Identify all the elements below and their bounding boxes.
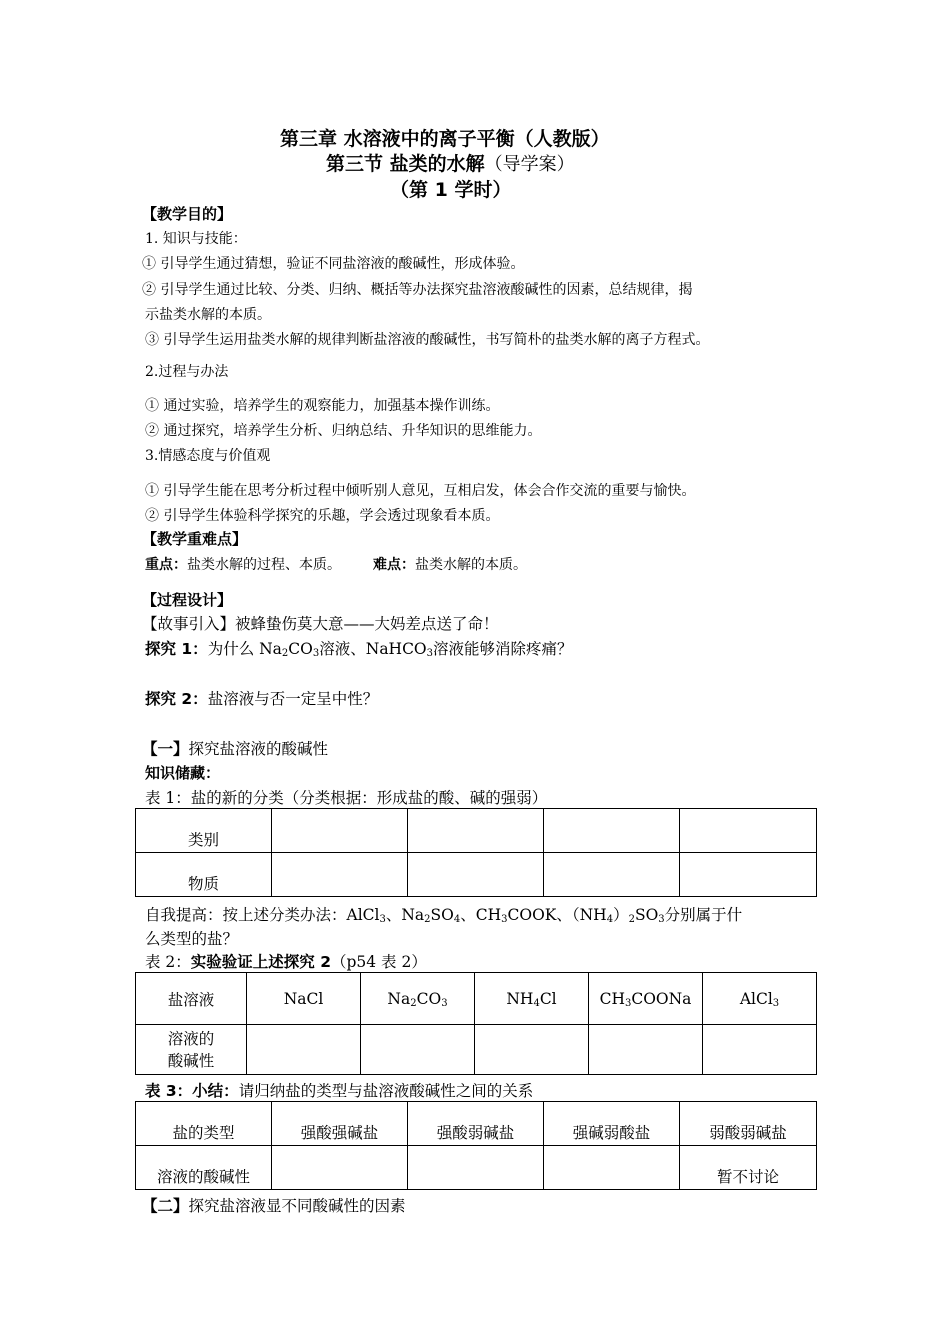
key-label: 重点： <box>145 557 187 573</box>
knowledge-item-2: ② 引导学生通过比较、分类、归纳、概括等办法探究盐溶液酸碱性的因素，总结规律，揭 <box>142 282 693 298</box>
key-text: 盐类水解的过程、本质。 <box>187 557 341 573</box>
table-1-category-label: 类别 <box>136 809 272 853</box>
improve-g: SO <box>634 906 659 924</box>
table-1-row-substance <box>136 853 817 897</box>
salt-alcl3 <box>703 973 817 1025</box>
emotion-heading: 3.情感态度与价值观 <box>145 448 271 464</box>
knowledge-heading: 1. 知识与技能： <box>145 231 247 247</box>
table-1 <box>135 808 817 897</box>
emotion-item-1: ① 引导学生能在思考分析过程中倾听别人意见，互相启发，体会合作交流的重要与愉快。 <box>145 483 696 499</box>
salt-type-strong-base-weak-acid: 强碱弱酸盐 <box>544 1102 680 1146</box>
ch3coona-b: COONa <box>631 989 692 1008</box>
title-line-2-light: （导学案） <box>484 154 575 175</box>
table-1-row-category <box>136 809 817 853</box>
improve-e: COOK、（NH <box>507 906 607 924</box>
process-design-heading: 【过程设计】 <box>142 591 233 609</box>
key-points-heading: 【教学重难点】 <box>142 530 248 548</box>
inquiry-1-text-a: 为什么 Na <box>207 640 282 658</box>
improve-s1: 3 <box>379 914 386 925</box>
table-2 <box>135 972 817 1075</box>
salt-type-strong-acid-weak-base: 强酸弱碱盐 <box>408 1102 544 1146</box>
improve-f: ） <box>613 906 629 924</box>
inquiry-1-sub-3: 3 <box>426 648 434 659</box>
table-1-cell[interactable] <box>408 853 544 897</box>
key-points-line <box>145 554 527 574</box>
nh4cl-b: Cl <box>539 989 557 1008</box>
section-1-heading <box>142 737 328 759</box>
table-1-cell[interactable] <box>272 853 408 897</box>
table-2-cell[interactable] <box>247 1025 361 1075</box>
title-line-2 <box>326 149 575 176</box>
alcl3-a: AlCl <box>739 989 773 1008</box>
table-1-cell[interactable] <box>544 853 680 897</box>
table-3-type-label: 盐的类型 <box>136 1102 272 1146</box>
inquiry-1-text-c: 溶液、NaHCO <box>319 640 427 658</box>
table-1-substance-label: 物质 <box>136 853 272 897</box>
inquiry-1 <box>145 637 573 659</box>
table-1-cell[interactable] <box>680 809 817 853</box>
salt-nh4cl <box>475 973 589 1025</box>
salt-na2co3 <box>361 973 475 1025</box>
table-2-header-row <box>136 973 817 1025</box>
table-3-cell[interactable] <box>408 1146 544 1190</box>
title-line-2-bold: 第三节 盐类的水解 <box>326 153 485 175</box>
table-1-cell[interactable] <box>544 809 680 853</box>
table-2-caption-b: 实验验证上述探究 2 <box>190 953 331 971</box>
table-2-caption-c: （p54 表 2） <box>330 953 427 971</box>
improve-s3: 4 <box>453 914 461 925</box>
section-2-title: 探究盐溶液显不同酸碱性的因素 <box>188 1197 406 1215</box>
table-1-cell[interactable] <box>272 809 408 853</box>
table-3-cell[interactable] <box>272 1146 408 1190</box>
na2co3-s2: 3 <box>441 997 448 1009</box>
improve-d: 、CH <box>460 906 502 924</box>
improve-c: SO <box>430 906 454 924</box>
inquiry-1-sub-2: 3 <box>312 648 320 659</box>
na2co3-s1: 2 <box>410 997 417 1009</box>
inquiry-2-label: 探究 2： <box>145 690 208 708</box>
process-heading: 2.过程与办法 <box>145 364 229 380</box>
table-2-cell[interactable] <box>475 1025 589 1075</box>
table-2-cell[interactable] <box>361 1025 475 1075</box>
title-line-3: （第 1 学时） <box>390 179 512 201</box>
na2co3-a: Na <box>387 989 411 1008</box>
objectives-heading: 【教学目的】 <box>142 205 233 223</box>
self-improve-line-2: 么类型的盐？ <box>145 930 239 948</box>
improve-b: 、Na <box>385 906 425 924</box>
na2co3-b: CO <box>416 989 442 1008</box>
table-2-header-label: 盐溶液 <box>136 973 247 1025</box>
table-3-cell[interactable] <box>544 1146 680 1190</box>
improve-s6: 2 <box>628 914 635 925</box>
table-3-caption-a: 表 3：小结： <box>145 1082 239 1100</box>
table-3-acidity-label: 溶液的酸碱性 <box>136 1146 272 1190</box>
knowledge-item-3: ③ 引导学生运用盐类水解的规律判断盐溶液的酸碱性，书写简朴的盐类水解的离子方程式。 <box>145 332 710 348</box>
inquiry-1-text-b: CO <box>288 640 313 658</box>
section-1-title: 探究盐溶液的酸碱性 <box>188 740 329 758</box>
table-2-acidity-label <box>136 1025 247 1075</box>
nh4cl-a: NH <box>506 989 534 1008</box>
table-2-cell[interactable] <box>589 1025 703 1075</box>
section-1-bracket: 【一】 <box>142 740 189 758</box>
table-2-caption <box>145 950 427 972</box>
improve-h: 分别属于什 <box>664 906 743 924</box>
table-3-caption <box>145 1079 533 1101</box>
improve-s4: 3 <box>501 914 508 925</box>
story-intro: 【故事引入】被蜂蛰伤莫大意——大妈差点送了命！ <box>142 615 499 633</box>
title-line-1: 第三章 水溶液中的离子平衡（人教版） <box>280 128 610 150</box>
section-2-heading <box>142 1194 406 1216</box>
salt-nacl <box>247 973 361 1025</box>
table-3-acidity-row <box>136 1146 817 1190</box>
table-3-caption-b: 请归纳盐的类型与盐溶液酸碱性之间的关系 <box>238 1082 534 1100</box>
process-item-1: ① 通过实验，培养学生的观察能力，加强基本操作训练。 <box>145 398 500 414</box>
self-improve-line-1 <box>145 903 742 925</box>
ch3coona-s1: 3 <box>624 997 632 1009</box>
alcl3-s1: 3 <box>772 997 780 1009</box>
improve-s2: 2 <box>424 914 431 925</box>
table-3 <box>135 1101 817 1190</box>
table-3-type-row <box>136 1102 817 1146</box>
salt-nacl-text: NaCl <box>283 989 324 1008</box>
difficult-label: 难点： <box>373 557 415 573</box>
improve-s7: 3 <box>658 914 665 925</box>
table-3-not-discussed: 暂不讨论 <box>680 1146 817 1190</box>
inquiry-2 <box>145 687 378 709</box>
improve-s5: 4 <box>606 914 614 925</box>
table-1-caption: 表 1：盐的新的分类（分类根据：形成盐的酸、碱的强弱） <box>145 789 548 807</box>
ch3coona-a: CH <box>599 989 625 1008</box>
difficult-text: 盐类水解的本质。 <box>415 557 527 573</box>
table-2-caption-a: 表 2： <box>145 953 191 971</box>
table-2-acidity-row <box>136 1025 817 1075</box>
table-1-cell[interactable] <box>408 809 544 853</box>
table-2-cell[interactable] <box>703 1025 817 1075</box>
section-2-bracket: 【二】 <box>142 1197 189 1215</box>
knowledge-item-1: ① 引导学生通过猜想，验证不同盐溶液的酸碱性，形成体验。 <box>142 256 525 272</box>
salt-ch3coona <box>589 973 703 1025</box>
inquiry-1-sub-1: 2 <box>281 648 289 659</box>
knowledge-store-label: 知识储藏： <box>145 764 221 782</box>
inquiry-2-text: 盐溶液与否一定呈中性？ <box>207 690 379 708</box>
salt-type-strong-acid-strong-base: 强酸强碱盐 <box>272 1102 408 1146</box>
acidity-label-line-1: 溶液的 <box>167 1029 215 1048</box>
table-1-cell[interactable] <box>680 853 817 897</box>
inquiry-1-label: 探究 1： <box>145 640 208 658</box>
acidity-label-line-2: 酸碱性 <box>167 1051 215 1070</box>
improve-a: 自我提高：按上述分类办法：AlCl <box>145 906 380 924</box>
process-item-2: ② 通过探究，培养学生分析、归纳总结、升华知识的思维能力。 <box>145 423 542 439</box>
inquiry-1-text-d: 溶液能够消除疼痛？ <box>433 640 573 658</box>
emotion-item-2: ② 引导学生体验科学探究的乐趣，学会透过现象看本质。 <box>145 508 500 524</box>
nh4cl-s1: 4 <box>533 997 540 1009</box>
knowledge-item-2-cont: 示盐类水解的本质。 <box>145 307 271 323</box>
salt-type-weak-acid-weak-base: 弱酸弱碱盐 <box>680 1102 817 1146</box>
